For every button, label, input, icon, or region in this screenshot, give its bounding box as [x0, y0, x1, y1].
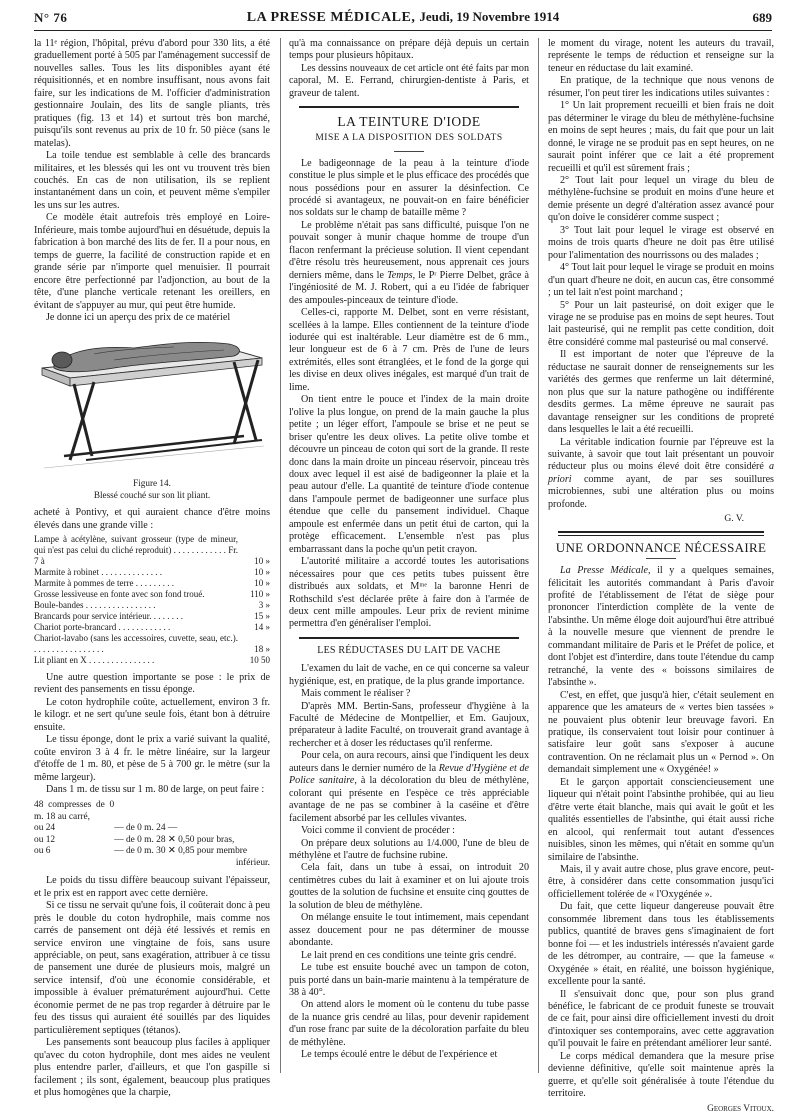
column-right [548, 38, 775, 1114]
paragraph: La toile tendue est semblable à celle des brancards militaires, et les blessés qui les ont vu trouvent très bien couchés. En cas de non utilisation, ils se replient instantanément dans un coin, et peuvent même s'empiler les uns sur les autres. [34, 150, 270, 211]
paragraph: Ce modèle était autrefois très employé en Loire-Inférieure, mais tombe aujourd'hui en désuétude, depuis la fabrication à bon marché des lits de fer. Il a pour nous, en temps de guerre, la facilité de construction rapide et en grande série par n'importe quel menuisier. Il pourrait encore être perfectionné par l'adjonction, au bout de la tête, d'une planche verticale retenant les oreillers, en évitant de s'appuyer au mur, qui peut être humide. [34, 212, 270, 311]
paragraph: Si ce tissu ne servait qu'une fois, il coûterait donc à peu près le double du coton hydrophile, mais comme nos carrés de pansement ont déjà été lessivés et remis en service environ une vingtaine de fois, sans usure appréciable, on peut, sans exagération, attribuer à ce tissu de pansement une durée de plusieurs mois, malgré un service intensif, d'où une économie considérable, et impossible à évaluer prématurément aujourd'hui. Cette économie permet de ne pas trop regarder à détruire par le feu des tissus qui auraient été souillés par des liquides particulièrement septiques (tétanos). [34, 900, 270, 1036]
paragraph: En pratique, de la technique que nous venons de résumer, l'on peut tirer les indications utiles suivantes : [548, 75, 774, 99]
compress-row: ou 6 — de 0 m. 30 ✕ 0,85 pour membre [34, 846, 248, 857]
column-middle [289, 38, 529, 1076]
paragraph: Je donne ici un aperçu des prix de ce matériel [46, 311, 231, 323]
paragraph: Une autre question importante se pose : le prix de revient des pansements en tissu éponge. [34, 671, 270, 696]
paragraph: Le lait prend en ces conditions une teinte gris cendré. [301, 949, 517, 961]
journal-name: LA PRESSE MÉDICALE, [246, 10, 416, 25]
journal-title [34, 9, 772, 26]
paragraph: Les pansements sont beaucoup plus faciles à appliquer qu'avec du coton hydrophile, dont mes aides ne veulent plus entendre parler, d'ailleurs, et que l'on gaspille si facilement ; ils sont, également, beaucoup plus pratiques et plus homogènes que la charpie, [34, 1037, 270, 1098]
paragraph: On prépare deux solutions au 1/4.000, l'une de bleu de méthylène et l'autre de fuchsine rubine. [289, 837, 529, 862]
compress-list [34, 800, 270, 869]
price-row: Marmite à robinet . . . . . . . . . . . . . . 10 » [34, 567, 270, 578]
column-divider [280, 38, 281, 1073]
issue-number: N° 76 [34, 10, 68, 25]
paragraph: qu'à ma connaissance on prépare déjà depuis un certain temps pour plusieurs hôpitaux. [289, 38, 529, 62]
price-row: Brancards pour service intérieur. . . . . . . . 15 » [34, 611, 270, 622]
column-divider [538, 38, 539, 1073]
paragraph: Le tissu éponge, dont le prix a varié suivant la qualité, coûte environ 3 à 4 fr. le mètre linéaire, sur la largeur d'étoffe de 1 m. 80, et pèse de 5 à 700 gr. le mètre (sur la même largeur). [34, 734, 270, 783]
paragraph: Le tube est ensuite bouché avec un tampon de coton, puis porté dans un bain-marie maintenu à la température de 38 à 40°. [289, 962, 529, 998]
paragraph: Le coton hydrophile coûte, actuellement, environ 3 fr. le kilogr. et ne sert qu'une seule fois, étant bon à détruire ensuite. [34, 696, 270, 733]
paragraph: L'autorité militaire a accordé toutes les autorisations nécessaires pour que ces petits tubes puissent être distribués aux soldats, et Mᵐᵉ la baronne Henri de Rothschild s'est déclarée prête à faire don à l'armée de deux cent mille ampoules. Leur prix de revient minime permettra d'en généraliser l'emploi. [289, 556, 529, 630]
paragraph: La Presse Médicale, il y a quelques semaines, félicitait les autorités commandant à Paris d'avoir profité de l'établissement de l'état de siège pour prononcer l'interdiction complète de la vente de l'absinthe. Un même éloge doit aujourd'hui être attribué à la nouvelle mesure que viennent de prendre le commandant militaire de Paris et le Préfet de police, et dont l'objet est d'interdire, dans toute l'étendue du camp retranché, la vente des « boissons similaires de l'absinthe ». [548, 565, 775, 689]
figure-number: Figure 14. [133, 478, 171, 489]
author-signature: Georges Vitoux. [707, 1103, 774, 1114]
paragraph: Le temps écoulé entre le début de l'expérience et [301, 1049, 498, 1061]
article-divider [558, 531, 764, 533]
paragraph: Le corps médical demandera que la mesure prise devienne définitive, qu'elle soit maintenue après la guerre, et qu'elle soit généralisée à toute l'étendue du territoire. [548, 1050, 774, 1100]
figure-14-illustration [34, 328, 270, 476]
title-rule [394, 151, 424, 152]
paragraph: Mais comment le réaliser ? [301, 688, 411, 700]
paragraph: On attend alors le moment où le contenu du tube passe de la nuance gris cendré au lilas, pour devenir rapidement d'un rose franc par suite de la décoloration parfaite du bleu de méthylène. [289, 999, 529, 1048]
paragraph: La véritable indication fournie par l'épreuve est la suivante, à savoir que tout lait présentant un pouvoir réducteur plus ou moins élevé doit être considéré a priori comme ayant, de par ses souillures microbiennes, subi une altération plus ou moins profonde. [548, 436, 774, 510]
journal-reference: Temps [387, 269, 413, 281]
page-number: 689 [752, 10, 772, 25]
paragraph: Mais, il y avait autre chose, plus grave encore, peut-être, à considérer dans cette consommation jusqu'ici officiellement tolérée de « l'Oxygénée ». [548, 863, 774, 900]
paragraph: Voici comme il convient de procéder : [301, 825, 455, 837]
paragraph: Pour cela, on aura recours, ainsi que l'indiquent les deux auteurs dans le dernier numéro de la Revue d'Hygiène et de Police sanitaire, à la décoloration du bleu de méthylène, colorant qui présente en l'espèce ce très appréciable avantage de ne pas se combiner à la caséine et d'être facilement absorbé par les cellules vivantes. [289, 750, 530, 824]
figure-description: Blessé couché sur son lit pliant. [93, 489, 211, 500]
price-row: Marmite à pommes de terre . . . . . . . . . 10 » [34, 578, 270, 589]
price-row: Chariot-lavabo (sans les accessoires, cuvette, seau, etc.). . . . . . . . . . . . . . . . . 18 » [34, 633, 270, 655]
paragraph: Le badigeonnage de la peau à la teinture d'iode constitue le plus simple et le plus efficace des procédés que nous possédions pour en assurer la désinfection. Ce procédé si avantageux, ne pouvait-on en faire bénéficier nos soldats sur le champ de bataille même ? [289, 157, 529, 219]
paragraph: L'examen du lait de vache, en ce qui concerne sa valeur hygiénique, est, en pratique, de la plus grande importance. [289, 663, 529, 687]
issue-date: Jeudi, 19 Novembre 1914 [419, 9, 560, 24]
column-left [34, 38, 270, 1098]
list-item: 5° Pour un lait pasteurisé, on doit exiger que le virage ne se produise pas en moins de sept heures. Tout lait pasteurisé, qui ne remplit pas cette condition, doit être considéré comme mal pasteurisé ou mal conservé. [548, 299, 774, 348]
paragraph: Et le garçon apportait consciencieusement une liqueur qui n'était point l'absinthe prohibée, qui au lieu d'être verte était blanche, mais qui avait le goût et les qualités essentielles de l'absinthe, qui était aussi riche en alcool, qui renfermait tout autant d'essences nuisibles, sinon les mêmes, qui n'était en somme qu'un similaire de l'absinthe. [548, 776, 774, 863]
price-row: Lit pliant en X . . . . . . . . . . . . . . . 10 50 [34, 654, 270, 665]
paragraph: Les dessins nouveaux de cet article ont été faits par mon caporal, M. E. Ferrand, chirurgien-dentiste à Paris, et graveur de talent. [289, 62, 529, 99]
journal-reference: Revue d'Hygiène et de Police sanitaire [289, 762, 529, 787]
compress-row: ou 24 — de 0 m. 24 — [34, 823, 178, 834]
page-header [34, 8, 772, 31]
paragraph: On mélange ensuite le tout intimement, mais cependant assez doucement pour ne pas déterminer de mousse abondante. [289, 912, 529, 949]
article-divider [299, 106, 519, 108]
journal-reference: La Presse Médicale [560, 565, 648, 577]
list-item: 2° Tout lait pour lequel un virage du bleu de méthylène-fuchsine se produit en moins d'une heure et demie présente un degré d'altération assez avancé pour qu'on doive le considérer comme suspect ; [548, 174, 774, 224]
price-list [34, 534, 270, 666]
paragraph: acheté à Pontivy, et qui auraient chance d'être moins élevés dans une grande ville : [34, 507, 270, 531]
article-subtitle: MISE A LA DISPOSITION DES SOLDATS [315, 132, 503, 143]
author-signature: G. V. [724, 513, 744, 525]
paragraph: Il s'ensuivait donc que, pour son plus grand bénéfice, le fabricant de ce produit funeste se trouvait de ce fait, pour ainsi dire officiellement investi du droit d'intoxiquer ses contemporains, avec cette aggravation qu'il pouvait le faire en prétendant améliorer leur santé. [548, 988, 774, 1050]
paragraph: la 11ᵉ région, l'hôpital, prévu d'abord pour 330 lits, a été graduellement porté à 505 par l'aménagement successif de nouvelles salles. Tous les lits disponibles ayant été réquisitionnés, et en nombre insuffisant, nous avons fait faire, sur les indications de M. l'officier d'administration gestionnaire Joulain, des lits de sangle pliants, très pratiques (fig. 13 et 14) et surtout très bon marché, puisqu'ils sont revenus au prix de 10 fr. 50 pièce (sans le matelas). [34, 38, 270, 149]
paragraph: Dans 1 m. de tissu sur 1 m. 80 de large, on peut faire : [46, 784, 265, 796]
article-divider [558, 535, 764, 536]
list-item: 1° Un lait proprement recueilli et bien frais ne doit pas déterminer le virage du bleu de méthylène-fuchsine en moins de sept heures ; mais, du fait que pour un lait donné, le virage ne se produit pas en sept heures, on ne saurait point inférer que ce lait a été proprement recueilli et qu'il est sûrement frais ; [548, 100, 774, 174]
compress-row: inférieur. [235, 857, 270, 868]
paragraph: Celles-ci, rapporte M. Delbet, sont en verre résistant, scellées à la lampe. Elles contiennent de la teinture d'iode iodurée qui est inaltérable. Leur diamètre est de 6 mm., leur longueur est de 6 à 7 cm. Près de l'une de leurs extrémités, elles sont étranglées, et le fond de la gorge qui les divise en deux olives inégales, est marqué d'un trait de lime. [289, 307, 529, 393]
article-title: LA TEINTURE D'IODE [337, 114, 481, 130]
folding-bed-drawing [34, 328, 270, 476]
price-row: Grosse lessiveuse en fonte avec son fond troué. 110 » [34, 589, 270, 600]
paragraph: On tient entre le pouce et l'index de la main droite l'olive la plus longue, on prend de la main gauche la plus petite ; un léger effort, l'ampoule se brise et ne peut se briser qu'entre les deux olives. La petite olive tombe et découvre un pinceau de coton qui sort de la grande. Il reste donc dans la main droite un pinceau réservoir, pinceau très doux avec lequel il est aisé de badigeonner la plaie et la peau autour d'elle. La quantité de teinture d'iode contenue dans l'ampoule permet de badigeonner une surface plus étendue que celle du pansement individuel. Chaque ampoule est enfermée dans un petit étui de carton, qui la protège efficacement. L'ensemble n'est pas plus embarrassant dans la poche qu'un petit crayon. [289, 394, 529, 555]
compress-row: 48 compresses de 0 m. 18 au carré, [34, 800, 115, 822]
article-title: UNE ORDONNANCE NÉCESSAIRE [555, 540, 767, 556]
figure-caption [34, 478, 270, 501]
list-item: 3° Tout lait pour lequel le virage est observé en moins de trois quarts d'heure ne doit pas être utilisé pour l'alimentation des nourrissons ou des malades ; [548, 224, 774, 261]
price-row: Lampe à acétylène, suivant grosseur (type de mineur, qui n'est pas celui du cliché reproduit) . . . . . . . . . . . . Fr. 7 à 10 » [34, 534, 270, 567]
compress-row: ou 12 — de 0 m. 28 ✕ 0,50 pour bras, [34, 834, 235, 845]
paragraph: le moment du virage, notent les auteurs du travail, représente le temps de réduction et renseigne sur la teneur en réductase du lait examiné. [548, 38, 774, 74]
paragraph: Le poids du tissu diffère beaucoup suivant l'épaisseur, et le prix est en rapport avec cette dernière. [34, 875, 270, 899]
article-title: LES RÉDUCTASES DU LAIT DE VACHE [317, 644, 501, 656]
price-row: Boule-bandes . . . . . . . . . . . . . . . . 3 » [34, 600, 270, 611]
title-rule [646, 558, 676, 559]
paragraph: Du fait, que cette liqueur dangereuse pouvait être consommée librement dans tous les établissements publics, quantité de braves gens s'imaginaient de fort bonne foi — et les industriels intéressés n'avaient garde de les détromper, au contraire, — que la fameuse « Oxygénée » était, en réalité, une boisson hygiénique, excellente pour la santé. [548, 901, 774, 988]
paragraph: Le problème n'était pas sans difficulté, puisque l'on ne pouvait songer à munir chaque homme de troupe d'un flacon renfermant la précieuse solution. Il vient cependant d'être résolu très heureusement, nous apprenait ces jours derniers même, dans le Temps, le Pʳ Pierre Delbet, grâce à l'ingéniosité de M. J. Robert, qui a eu l'idée de fabriquer des ampoules-pinceaux de teinture d'iode. [289, 219, 529, 306]
price-row: Chariot porte-brancard . . . . . . . . . . . . 14 » [34, 622, 270, 633]
paragraph: C'est, en effet, que jusqu'à hier, c'était seulement en apparence que les amateurs de « vertes bien tassées » ne pouvaient plus obtenir leur breuvage favori. En pratique, ils conservaient tout loisir pour continuer à satisfaire leur goût sans s'exposer à aucune contravention. On ne réclamait plus un « Pernod ». On demandait simplement une « Oxygénée! » [548, 689, 774, 776]
paragraph: Il est important de noter que l'épreuve de la réductase ne saurait donner de renseignements sur les variétés des germes que renferme un lait déterminé, non plus que sur la nature pathogène ou indifférente desdits germes. La même épreuve ne saurait pas davantage renseigner sur les conditions de propreté dans lesquelles le lait a été recueilli. [548, 349, 774, 436]
paragraph: D'après MM. Bertin-Sans, professeur d'hygiène à la Faculté de Médecine de Montpellier, et Em. Gaujoux, préparateur à ladite Faculté, on trouverait grand avantage à rechercher et à doser les réductases qu'il renferme. [289, 700, 529, 749]
article-divider [299, 637, 519, 639]
list-item: 4° Tout lait pour lequel le virage se produit en moins d'un quart d'heure ne doit, en aucun cas, être consommé ; un tel lait n'est point marchand ; [548, 262, 774, 299]
paragraph: Cela fait, dans un tube à essai, on introduit 20 centimètres cubes du lait à examiner et on lui ajoute trois gouttes de la solution de fuchsine et ensuite cinq gouttes de la solution de bleu de méthylène. [289, 862, 529, 911]
